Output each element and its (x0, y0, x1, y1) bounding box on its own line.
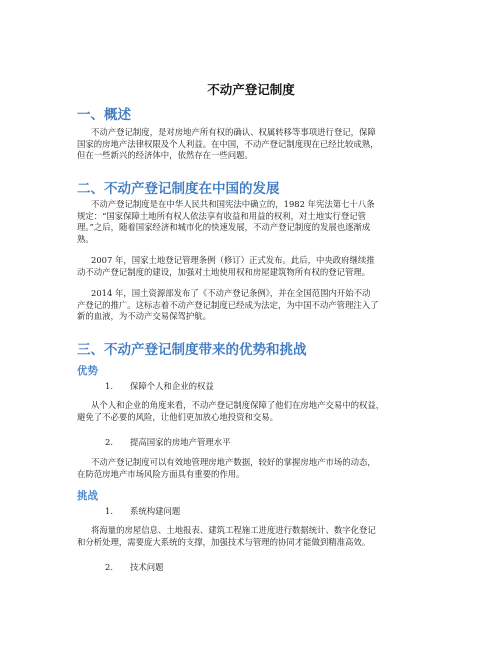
item-number: 1. (105, 506, 113, 516)
text-line: 不动产登记制度可以有效地管理房地产数据，较好的掌握房地产市场的动态， (91, 457, 376, 467)
text-line: 不动产登记制度是在中华人民共和国宪法中确立的，1982 年宪法第七十八条 (91, 199, 375, 209)
text-line: 新的血液，为不动产交易保驾护航。 (77, 311, 211, 322)
text-line: 理。”之后，随着国家经济和城市化的快速发展，不动产登记制度的发展也逐渐成 (77, 222, 371, 233)
item-label: 保障个人和企业的权益 (130, 381, 214, 391)
text-line: 从个人和企业的角度来看，不动产登记制度保障了他们在房地产交易中的权益， (91, 400, 385, 410)
advantage-paragraph-2 (77, 457, 437, 480)
section-heading-pros-cons: 三、不动产登记制度带来的优势和挑战 (77, 342, 307, 358)
subheading-challenges: 挑战 (77, 490, 98, 502)
item-number: 2. (105, 437, 113, 447)
advantage-item-2 (105, 436, 231, 448)
advantage-paragraph-1 (77, 400, 437, 423)
document-title: 不动产登记制度 (207, 82, 295, 97)
text-line: 2014 年，国土资源部发布了《不动产登记条例》，并在全国范围内开始不动 (91, 288, 371, 298)
challenge-paragraph-1 (77, 525, 437, 548)
section-heading-overview: 一、概述 (77, 107, 131, 123)
text-line: 国家的房地产法律权限及个人利益。在中国，不动产登记制度现在已经比较成熟， (77, 138, 379, 149)
item-number: 2. (105, 562, 113, 572)
challenge-item-2 (105, 561, 164, 573)
text-line: 不动产登记制度，是对房地产所有权的确认、权属转移等事项进行登记，保障 (91, 127, 376, 137)
text-line: 产登记的推广。这标志着不动产登记制度已经成为法定，为中国不动产管理注入了 (77, 299, 379, 310)
item-label: 技术问题 (130, 562, 164, 572)
item-number: 1. (105, 381, 113, 391)
text-line: 熟。 (77, 233, 94, 244)
advantage-item-1 (105, 380, 214, 392)
overview-paragraph (77, 127, 437, 162)
text-line: 避免了不必要的风险，让他们更加放心地投资和交易。 (77, 411, 278, 422)
item-label: 提高国家的房地产管理水平 (130, 437, 231, 447)
subheading-advantages: 优势 (77, 365, 98, 377)
text-line: 和分析处理，需要庞大系统的支撑，加强技术与管理的协同才能做到精准高效。 (77, 536, 371, 547)
item-label: 系统构建问题 (130, 506, 181, 516)
development-paragraph-3 (77, 288, 437, 323)
development-paragraph-1 (77, 199, 437, 245)
challenge-item-1 (105, 505, 180, 517)
development-paragraph-2 (77, 255, 437, 278)
text-line: 2007 年，国家土地登记管理条例（修订）正式发布。此后，中央政府继续推 (91, 255, 375, 265)
text-line: 但在一些新兴的经济体中，依然存在一些问题。 (77, 150, 253, 161)
section-heading-development: 二、不动产登记制度在中国的发展 (77, 181, 280, 197)
text-line: 在防范房地产市场风险方面具有重要的作用。 (77, 468, 245, 479)
text-line: 动不动产登记制度的建设，加强对土地使用权和房屋建筑物所有权的登记管理。 (77, 266, 371, 277)
text-line: 将海量的房屋信息、土地报表、建筑工程施工进度进行数据统计、数字化登记 (91, 525, 376, 535)
text-line: 规定：“国家保障土地所有权人依法享有收益和用益的权利，对土地实行登记管 (77, 210, 367, 221)
